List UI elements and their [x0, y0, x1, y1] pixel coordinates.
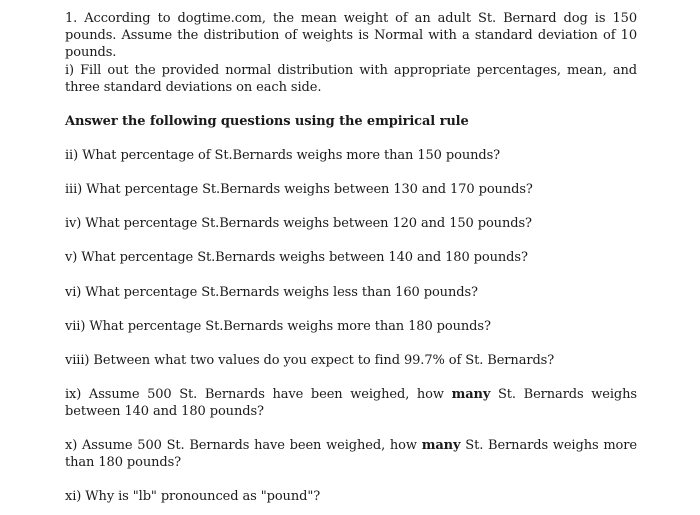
- question-ix-after: St. Bernards weighs between 140 and 180 pounds?: [65, 387, 637, 419]
- question-x-emphasis: many: [421, 438, 461, 453]
- question-x: [65, 437, 637, 471]
- question-ix-emphasis: many: [451, 387, 491, 402]
- question-vi: vi) What percentage St.Bernards weighs less than 160 pounds?: [65, 285, 478, 300]
- question-ix: [65, 386, 637, 420]
- question-iv: iv) What percentage St.Bernards weighs between 120 and 150 pounds?: [65, 216, 532, 231]
- question-xi: xi) Why is "lb" pronounced as "pound"?: [65, 489, 321, 504]
- question-x-after: St. Bernards weighs more than 180 pounds?: [65, 438, 637, 470]
- question-v: v) What percentage St.Bernards weighs between 140 and 180 pounds?: [65, 250, 528, 265]
- section-heading: Answer the following questions using the empirical rule: [65, 114, 469, 129]
- question-x-before: x) Assume 500 St. Bernards have been weighed, how: [65, 438, 422, 453]
- part-i-instruction: i) Fill out the provided normal distribution with appropriate percentages, mean, and three standard deviations on each side.: [65, 63, 637, 95]
- question-vii: vii) What percentage St.Bernards weighs more than 180 pounds?: [65, 319, 491, 334]
- question-ii: ii) What percentage of St.Bernards weighs more than 150 pounds?: [65, 148, 501, 163]
- problem-intro: 1. According to dogtime.com, the mean weight of an adult St. Bernard dog is 150 pounds. Assume the distribution of weights is Normal with a standard deviation of 10 pounds.: [65, 11, 637, 60]
- question-ix-before: ix) Assume 500 St. Bernards have been weighed, how: [65, 387, 452, 402]
- question-iii: iii) What percentage St.Bernards weighs between 130 and 170 pounds?: [65, 182, 533, 197]
- question-viii: viii) Between what two values do you expect to find 99.7% of St. Bernards?: [65, 353, 555, 368]
